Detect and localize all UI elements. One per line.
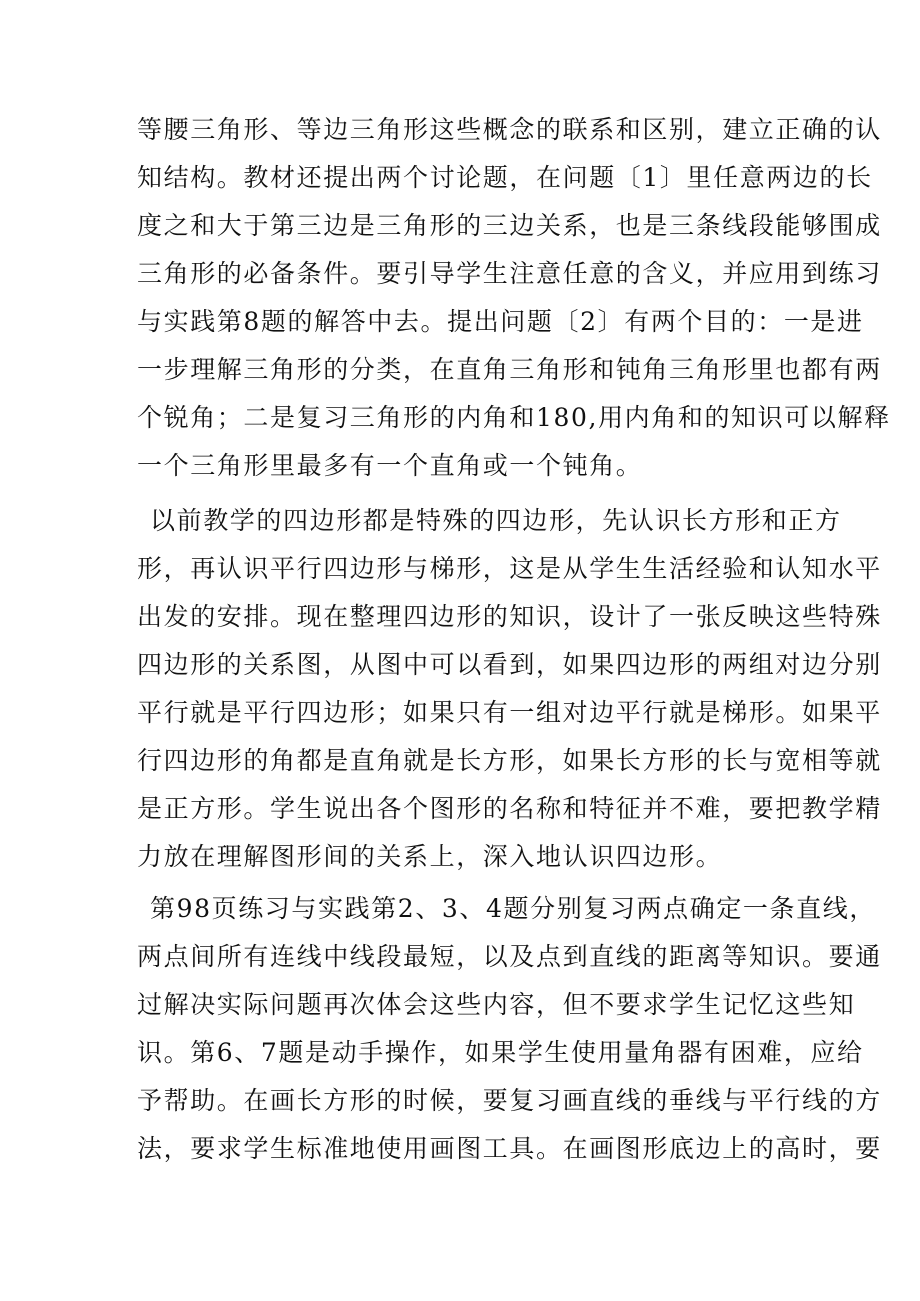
- text-line: 是正方形。学生说出各个图形的名称和特征并不难，要把教学精: [137, 794, 882, 823]
- text-line: 第98页练习与实践第2、3、4题分别复习两点确定一条直线，: [150, 894, 876, 923]
- text-line: 等腰三角形、等边三角形这些概念的联系和区别，建立正确的认: [137, 115, 882, 144]
- text-line: 两点间所有连线中线段最短，以及点到直线的距离等知识。要通: [137, 942, 882, 971]
- text-line: 识。第6、7题是动手操作，如果学生使用量角器有困难，应给: [137, 1038, 864, 1067]
- text-line: 一个三角形里最多有一个直角或一个钝角。: [137, 451, 643, 480]
- text-line: 与实践第8题的解答中去。提出问题〔2〕有两个目的：一是进: [137, 307, 864, 336]
- text-line: 予帮助。在画长方形的时候，要复习画直线的垂线与平行线的方: [137, 1086, 882, 1115]
- text-line: 力放在理解图形间的关系上，深入地认识四边形。: [137, 842, 723, 871]
- text-line: 过解决实际问题再次体会这些内容，但不要求学生记忆这些知: [137, 990, 856, 1019]
- text-line: 四边形的关系图，从图中可以看到，如果四边形的两组对边分别: [137, 650, 882, 679]
- text-line: 平行就是平行四边形；如果只有一组对边平行就是梯形。如果平: [137, 698, 882, 727]
- text-line: 以前教学的四边形都是特殊的四边形，先认识长方形和正方: [150, 506, 842, 535]
- text-line: 出发的安排。现在整理四边形的知识，设计了一张反映这些特殊: [137, 602, 882, 631]
- text-line: 三角形的必备条件。要引导学生注意任意的含义，并应用到练习: [137, 259, 882, 288]
- text-line: 一步理解三角形的分类，在直角三角形和钝角三角形里也都有两: [137, 355, 882, 384]
- text-line: 度之和大于第三边是三角形的三边关系，也是三条线段能够围成: [137, 211, 882, 240]
- text-line: 法，要求学生标准地使用画图工具。在画图形底边上的高时，要: [137, 1134, 882, 1163]
- text-line: 形，再认识平行四边形与梯形，这是从学生生活经验和认知水平: [137, 554, 882, 583]
- text-line: 行四边形的角都是直角就是长方形，如果长方形的长与宽相等就: [137, 746, 882, 775]
- text-line: 个锐角；二是复习三角形的内角和180,用内角和的知识可以解释: [137, 403, 891, 432]
- text-line: 知结构。教材还提出两个讨论题，在问题〔1〕里任意两边的长: [137, 163, 873, 192]
